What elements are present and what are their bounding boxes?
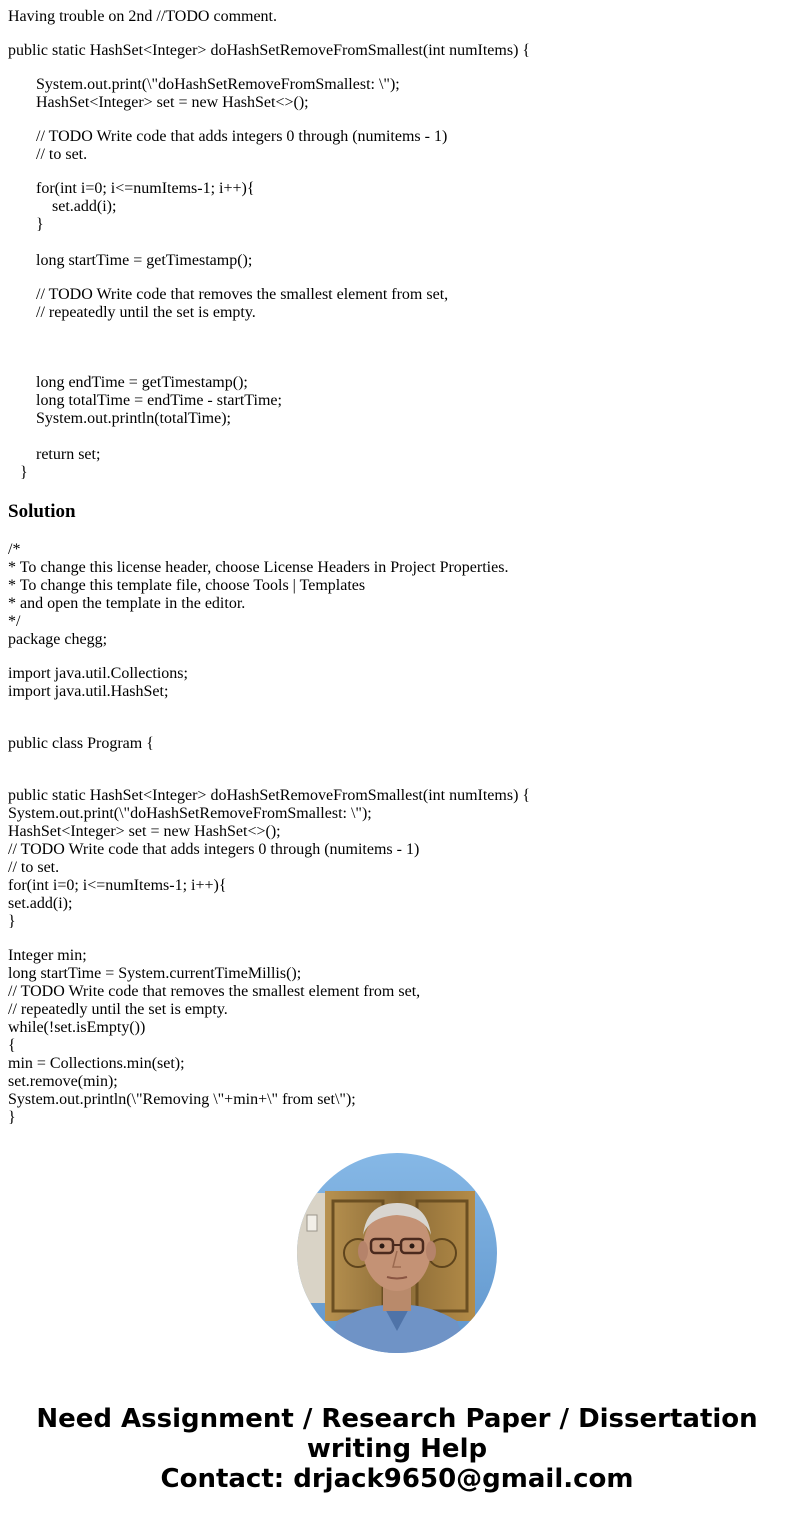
code-line: long startTime = getTimestamp(); <box>36 252 253 269</box>
solution-heading: Solution <box>8 501 76 522</box>
solution-line: Integer min; <box>8 947 87 964</box>
solution-line: import java.util.HashSet; <box>8 683 169 700</box>
question-intro: Having trouble on 2nd //TODO comment. <box>8 8 277 25</box>
solution-line: // TODO Write code that adds integers 0 through (numitems - 1) <box>8 841 420 858</box>
code-comment: // TODO Write code that adds integers 0 through (numitems - 1) <box>36 128 448 145</box>
promo-line-2: writing Help <box>306 1434 488 1464</box>
solution-line: System.out.println(\"Removing \"+min+\" from set\"); <box>8 1091 356 1108</box>
solution-line: set.add(i); <box>8 895 73 912</box>
code-line: System.out.print(\"doHashSetRemoveFromSmallest: \"); <box>36 76 400 93</box>
promo-banner <box>0 1404 794 1494</box>
solution-line: System.out.print(\"doHashSetRemoveFromSmallest: \"); <box>8 805 372 822</box>
code-line: HashSet<Integer> set = new HashSet<>(); <box>36 94 309 111</box>
solution-line: long startTime = System.currentTimeMillis(); <box>8 965 302 982</box>
code-line: long totalTime = endTime - startTime; <box>36 392 282 409</box>
solution-line: min = Collections.min(set); <box>8 1055 185 1072</box>
solution-line: } <box>8 1109 16 1126</box>
code-comment: // to set. <box>36 146 88 163</box>
solution-line: public static HashSet<Integer> doHashSetRemoveFromSmallest(int numItems) { <box>8 787 531 804</box>
solution-line: } <box>8 913 16 930</box>
solution-line: for(int i=0; i<=numItems-1; i++){ <box>8 877 227 894</box>
code-line: } <box>20 464 28 481</box>
code-line: set.add(i); <box>52 198 117 215</box>
solution-line: package chegg; <box>8 631 108 648</box>
author-avatar <box>297 1153 497 1353</box>
solution-line: // TODO Write code that removes the smallest element from set, <box>8 983 421 1000</box>
code-line: System.out.println(totalTime); <box>36 410 231 427</box>
promo-line-1: Need Assignment / Research Paper / Dissertation <box>36 1404 758 1434</box>
code-line: } <box>36 216 44 233</box>
code-line: for(int i=0; i<=numItems-1; i++){ <box>36 180 255 197</box>
solution-line: // to set. <box>8 859 60 876</box>
code-comment: // repeatedly until the set is empty. <box>36 304 256 321</box>
solution-line: * To change this template file, choose Tools | Templates <box>8 577 366 594</box>
solution-line: HashSet<Integer> set = new HashSet<>(); <box>8 823 281 840</box>
solution-line: * To change this license header, choose License Headers in Project Properties. <box>8 559 509 576</box>
code-comment: // TODO Write code that removes the smallest element from set, <box>36 286 449 303</box>
solution-line: // repeatedly until the set is empty. <box>8 1001 228 1018</box>
code-line: long endTime = getTimestamp(); <box>36 374 248 391</box>
solution-line: public class Program { <box>8 735 154 752</box>
code-line: public static HashSet<Integer> doHashSetRemoveFromSmallest(int numItems) { <box>8 42 531 59</box>
solution-line: * and open the template in the editor. <box>8 595 246 612</box>
solution-line: /* <box>8 541 21 558</box>
code-line: return set; <box>36 446 101 463</box>
solution-line: { <box>8 1037 16 1054</box>
solution-line: set.remove(min); <box>8 1073 118 1090</box>
promo-contact: Contact: drjack9650@gmail.com <box>160 1464 634 1494</box>
solution-line: while(!set.isEmpty()) <box>8 1019 146 1036</box>
solution-line: */ <box>8 613 21 630</box>
solution-line: import java.util.Collections; <box>8 665 188 682</box>
author-portrait-image <box>297 1153 497 1353</box>
